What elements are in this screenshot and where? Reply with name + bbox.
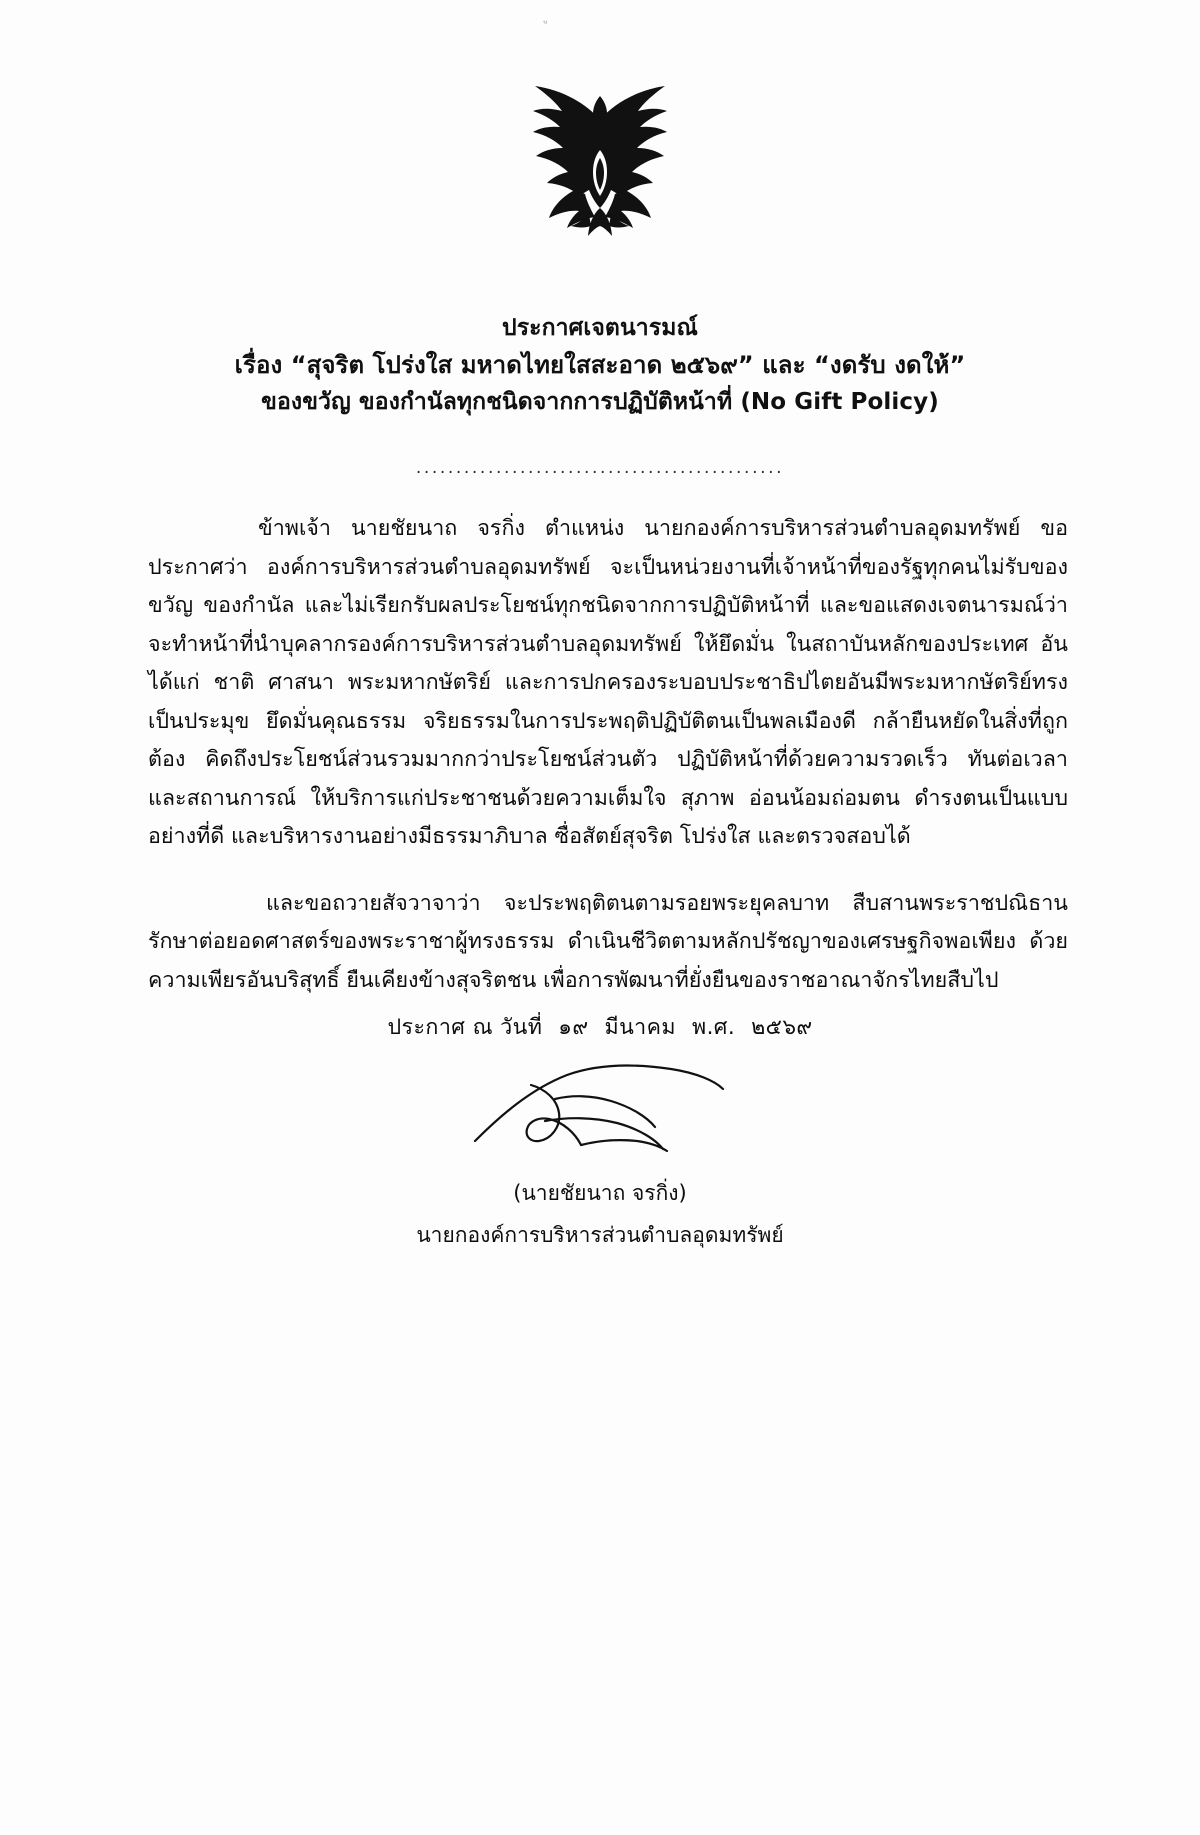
signature-block xyxy=(0,1055,1200,1252)
signer-name: (นายชัยนาถ จรกิ่ง) xyxy=(513,1181,687,1205)
paragraph-1-text: ข้าพเจ้า นายชัยนาถ จรกิ่ง ตำแหน่ง นายกองค์การบริหารส่วนตำบลอุดมทรัพย์ ขอประกาศว่า องค์การบริหารส่วนตำบลอุดมทรัพย์ จะเป็นหน่วยงานที่เจ้าหน้าที่ของรัฐทุกคนไม่รับของขวัญ ของกำนัล และไม่เรียกรับผลประโยชน์ทุกชนิดจากการปฏิบัติหน้าที่ และขอแสดงเจตนารมณ์ว่า จะทำหน้าที่นำบุคลากรองค์การบริหารส่วนตำบลอุดมทรัพย์ ให้ยึดมั่น ในสถาบันหลักของประเทศ อันได้แก่ ชาติ ศาสนา พระมหากษัตริย์ และการปกครองระบอบประชาธิปไตยอันมีพระมหากษัตริย์ทรงเป็นประมุข ยึดมั่นคุณธรรม จริยธรรมในการประพฤติปฏิบัติตนเป็นพลเมืองดี กล้ายืนหยัดในสิ่งที่ถูกต้อง คิดถึงประโยชน์ส่วนรวมมากกว่าประโยชน์ส่วนตัว ปฏิบัติหน้าที่ด้วยความรวดเร็ว ทันต่อเวลา และสถานการณ์ ให้บริการแก่ประชาชนด้วยความเต็มใจ สุภาพ อ่อนน้อมถ่อมตน ดำรงตนเป็นแบบอย่างที่ดี และบริหารงานอย่างมีธรรมาภิบาล ซื่อสัตย์สุจริต โปร่งใส และตรวจสอบได้ xyxy=(148,516,1068,849)
date-year-prefix: พ.ศ. xyxy=(692,1015,736,1040)
dotted-divider: .............................................. xyxy=(415,458,785,478)
document-body xyxy=(148,510,1068,1010)
title-line-3: ของขวัญ ของกำนัลทุกชนิดจากการปฏิบัติหน้าที่ (No Gift Policy) xyxy=(261,389,939,415)
announcement-date-line xyxy=(0,1010,1200,1044)
paragraph-2 xyxy=(148,885,1068,1001)
title-line-1: ประกาศเจตนารมณ์ xyxy=(502,315,698,341)
emblem-container xyxy=(0,80,1200,254)
signer-position: นายกองค์การบริหารส่วนตำบลอุดมทรัพย์ xyxy=(416,1223,784,1247)
garuda-emblem-icon xyxy=(505,80,695,250)
date-prefix: ประกาศ ณ วันที่ xyxy=(387,1015,543,1040)
paragraph-2-text: และขอถวายสัจวาจาว่า จะประพฤติตนตามรอยพระยุคลบาท สืบสานพระราชปณิธานรักษาต่อยอดศาสตร์ของพระราชาผู้ทรงธรรม ดำเนินชีวิตตามหลักปรัชญาของเศรษฐกิจพอเพียง ด้วยความเพียรอันบริสุทธิ์ ยืนเคียงข้างสุจริตชน เพื่อการพัฒนาที่ยั่งยืนของราชอาณาจักรไทยสืบไป xyxy=(148,890,1068,993)
date-month: มีนาคม xyxy=(604,1015,676,1040)
scan-artifact xyxy=(548,10,558,24)
paragraph-1 xyxy=(148,510,1068,857)
date-day: ๑๙ xyxy=(558,1015,589,1040)
document-title-block xyxy=(0,310,1200,421)
date-year: ๒๕๖๙ xyxy=(751,1015,813,1040)
title-line-2: เรื่อง “สุจริต โปร่งใส มหาดไทยใสสะอาด ๒๕๖๙” และ “งดรับ งดให้” xyxy=(234,351,966,379)
handwritten-signature-icon xyxy=(435,1055,765,1175)
